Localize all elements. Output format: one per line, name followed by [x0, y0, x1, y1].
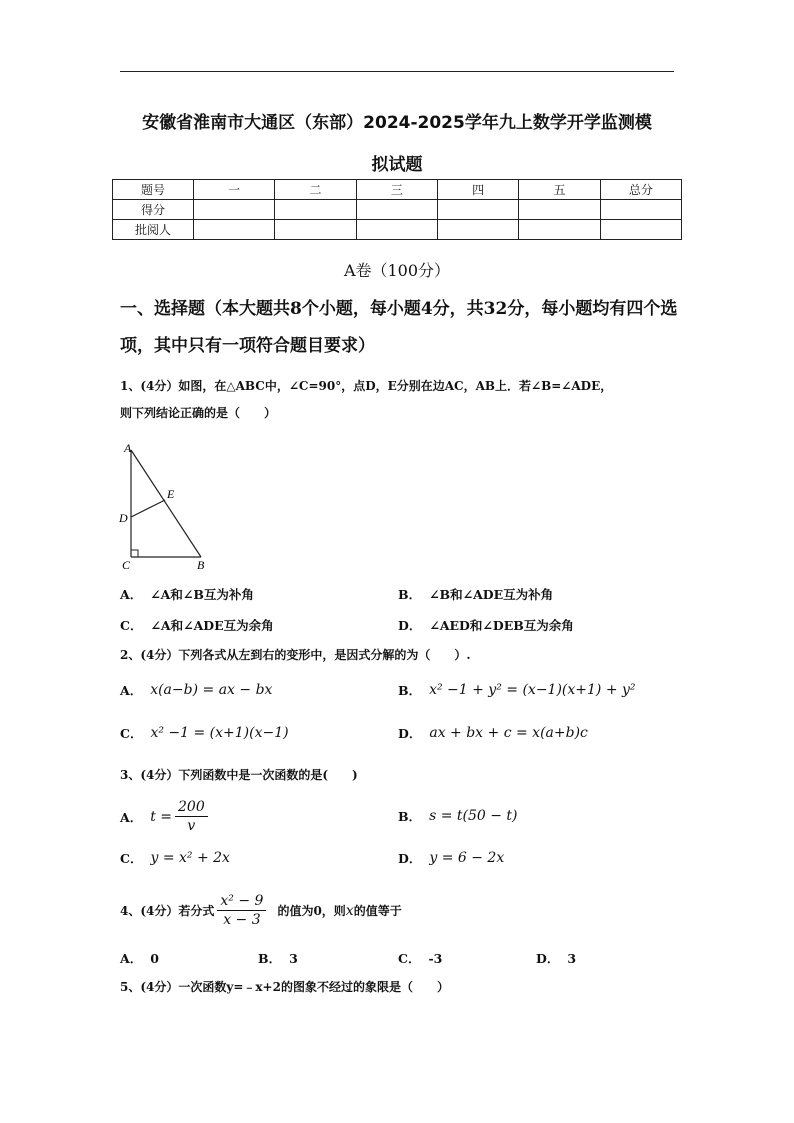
- option-formula: x(a−b) = ax − bx: [150, 682, 273, 698]
- q4-option-c[interactable]: [398, 949, 442, 967]
- option-text: -3: [428, 950, 443, 966]
- score-cell: [600, 200, 681, 220]
- q1-option-b[interactable]: [398, 585, 553, 603]
- score-header-cell: 三: [356, 180, 437, 200]
- q3-option-c[interactable]: [120, 849, 230, 867]
- q1-stem-line1: 1、(4分）如图，在△ABC中，∠C=90°，点D，E分别在边AC，AB上．若∠B=∠ADE，: [120, 379, 613, 393]
- option-label: C．: [120, 618, 143, 633]
- fraction: [175, 798, 208, 835]
- score-cell: [356, 200, 437, 220]
- score-header-cell: 一: [194, 180, 275, 200]
- option-formula: y = x² + 2x: [150, 850, 230, 866]
- score-row-label: 得分: [113, 200, 194, 220]
- fig-label-a: A: [124, 441, 132, 455]
- score-cell: [275, 200, 356, 220]
- q2-option-a[interactable]: [120, 681, 272, 699]
- option-text: 3: [289, 950, 298, 966]
- score-cell: [356, 220, 437, 240]
- q1-option-d[interactable]: [398, 616, 574, 634]
- option-label: C．: [120, 726, 143, 741]
- q4-stem: [120, 892, 402, 929]
- score-header-cell: 四: [437, 180, 518, 200]
- option-label: B．: [398, 683, 422, 698]
- q1-option-c[interactable]: [120, 616, 274, 634]
- option-formula: ax + bx + c = x(a+b)c: [429, 725, 588, 741]
- option-label: D．: [398, 851, 422, 866]
- q4-prefix: 4、(4分）若分式: [120, 903, 215, 918]
- option-label: C．: [120, 851, 143, 866]
- fraction-numerator: x² − 9: [217, 892, 266, 911]
- option-formula: x² −1 + y² = (x−1)(x+1) + y²: [429, 682, 636, 698]
- page-title: 安徽省淮南市大通区（东部）2024-2025学年九上数学开学监测模: [142, 113, 652, 133]
- option-label: A．: [120, 809, 143, 825]
- score-cell: [437, 200, 518, 220]
- option-label: D．: [536, 951, 560, 966]
- fig-label-e: E: [167, 487, 175, 501]
- option-label: D．: [398, 618, 422, 633]
- fig-label-b: B: [197, 558, 205, 572]
- option-label: B．: [258, 951, 282, 966]
- option-text: ∠B和∠ADE互为补角: [429, 587, 554, 602]
- option-formula: x² −1 = (x+1)(x−1): [150, 725, 289, 741]
- option-label: B．: [398, 809, 422, 824]
- option-text: ∠AED和∠DEB互为余角: [429, 618, 574, 633]
- score-table-header-row: [113, 180, 682, 200]
- score-cell: [194, 220, 275, 240]
- option-text: ∠A和∠B互为补角: [150, 587, 254, 602]
- option-label: A．: [120, 683, 143, 698]
- q1-triangle-figure: [115, 440, 215, 575]
- option-text: 3: [567, 950, 577, 966]
- fig-label-d: D: [119, 511, 128, 525]
- score-cell: [437, 220, 518, 240]
- volume-heading: A卷（100分）: [343, 261, 451, 280]
- option-label: A．: [120, 587, 143, 602]
- header-rule: [120, 71, 674, 72]
- option-formula-lhs: t =: [150, 808, 173, 825]
- q1-stem-line2: 则下列结论正确的是（ ）: [120, 406, 277, 420]
- fraction-numerator: 200: [175, 798, 208, 817]
- option-text: 0: [150, 950, 159, 966]
- score-cell: [519, 200, 600, 220]
- q4-option-a[interactable]: [120, 949, 159, 967]
- q5-stem: 5、(4分）一次函数y=﹣x+2的图象不经过的象限是（ ）: [120, 980, 449, 994]
- q4-suffix-b: 的值等于: [353, 903, 402, 918]
- option-label: B．: [398, 587, 422, 602]
- score-table-row: [113, 200, 682, 220]
- q4-suffix-a: 的值为0，则: [277, 903, 346, 918]
- q3-option-b[interactable]: [398, 807, 518, 825]
- fig-label-c: C: [122, 558, 131, 572]
- q1-option-a[interactable]: [120, 585, 254, 603]
- score-cell: [519, 220, 600, 240]
- option-text: ∠A和∠ADE互为余角: [150, 618, 274, 633]
- option-label: C．: [398, 951, 421, 966]
- score-cell: [600, 220, 681, 240]
- score-cell: [194, 200, 275, 220]
- score-header-cell: 总分: [600, 180, 681, 200]
- q3-stem: 3、(4分）下列函数中是一次函数的是( ): [120, 768, 358, 782]
- q2-option-b[interactable]: [398, 681, 636, 699]
- q4-variable: x: [345, 902, 354, 919]
- q4-option-d[interactable]: [536, 949, 576, 967]
- option-formula: y = 6 − 2x: [429, 850, 505, 866]
- q3-option-d[interactable]: [398, 849, 504, 867]
- q2-option-c[interactable]: [120, 724, 289, 742]
- score-table: [112, 179, 682, 240]
- q4-option-b[interactable]: [258, 949, 298, 967]
- fraction-denominator: v: [187, 818, 196, 834]
- q3-option-a[interactable]: [120, 798, 211, 835]
- fraction-denominator: x − 3: [223, 912, 261, 928]
- option-label: A．: [120, 951, 143, 966]
- q2-option-d[interactable]: [398, 724, 588, 742]
- score-header-cell: 题号: [113, 180, 194, 200]
- fraction: [217, 892, 266, 929]
- page-title-continued: 拟试题: [371, 155, 423, 175]
- score-cell: [275, 220, 356, 240]
- score-table-row: [113, 220, 682, 240]
- score-header-cell: 五: [519, 180, 600, 200]
- score-row-label: 批阅人: [113, 220, 194, 240]
- section-heading: 一、选择题（本大题共8个小题，每小题4分，共32分，每小题均有四个选项，其中只有一项符合题目要求）: [120, 299, 678, 356]
- option-label: D．: [398, 726, 422, 741]
- score-header-cell: 二: [275, 180, 356, 200]
- q2-stem: 2、(4分）下列各式从左到右的变形中，是因式分解的为（ ）.: [120, 648, 471, 662]
- option-formula: s = t(50 − t): [429, 808, 518, 824]
